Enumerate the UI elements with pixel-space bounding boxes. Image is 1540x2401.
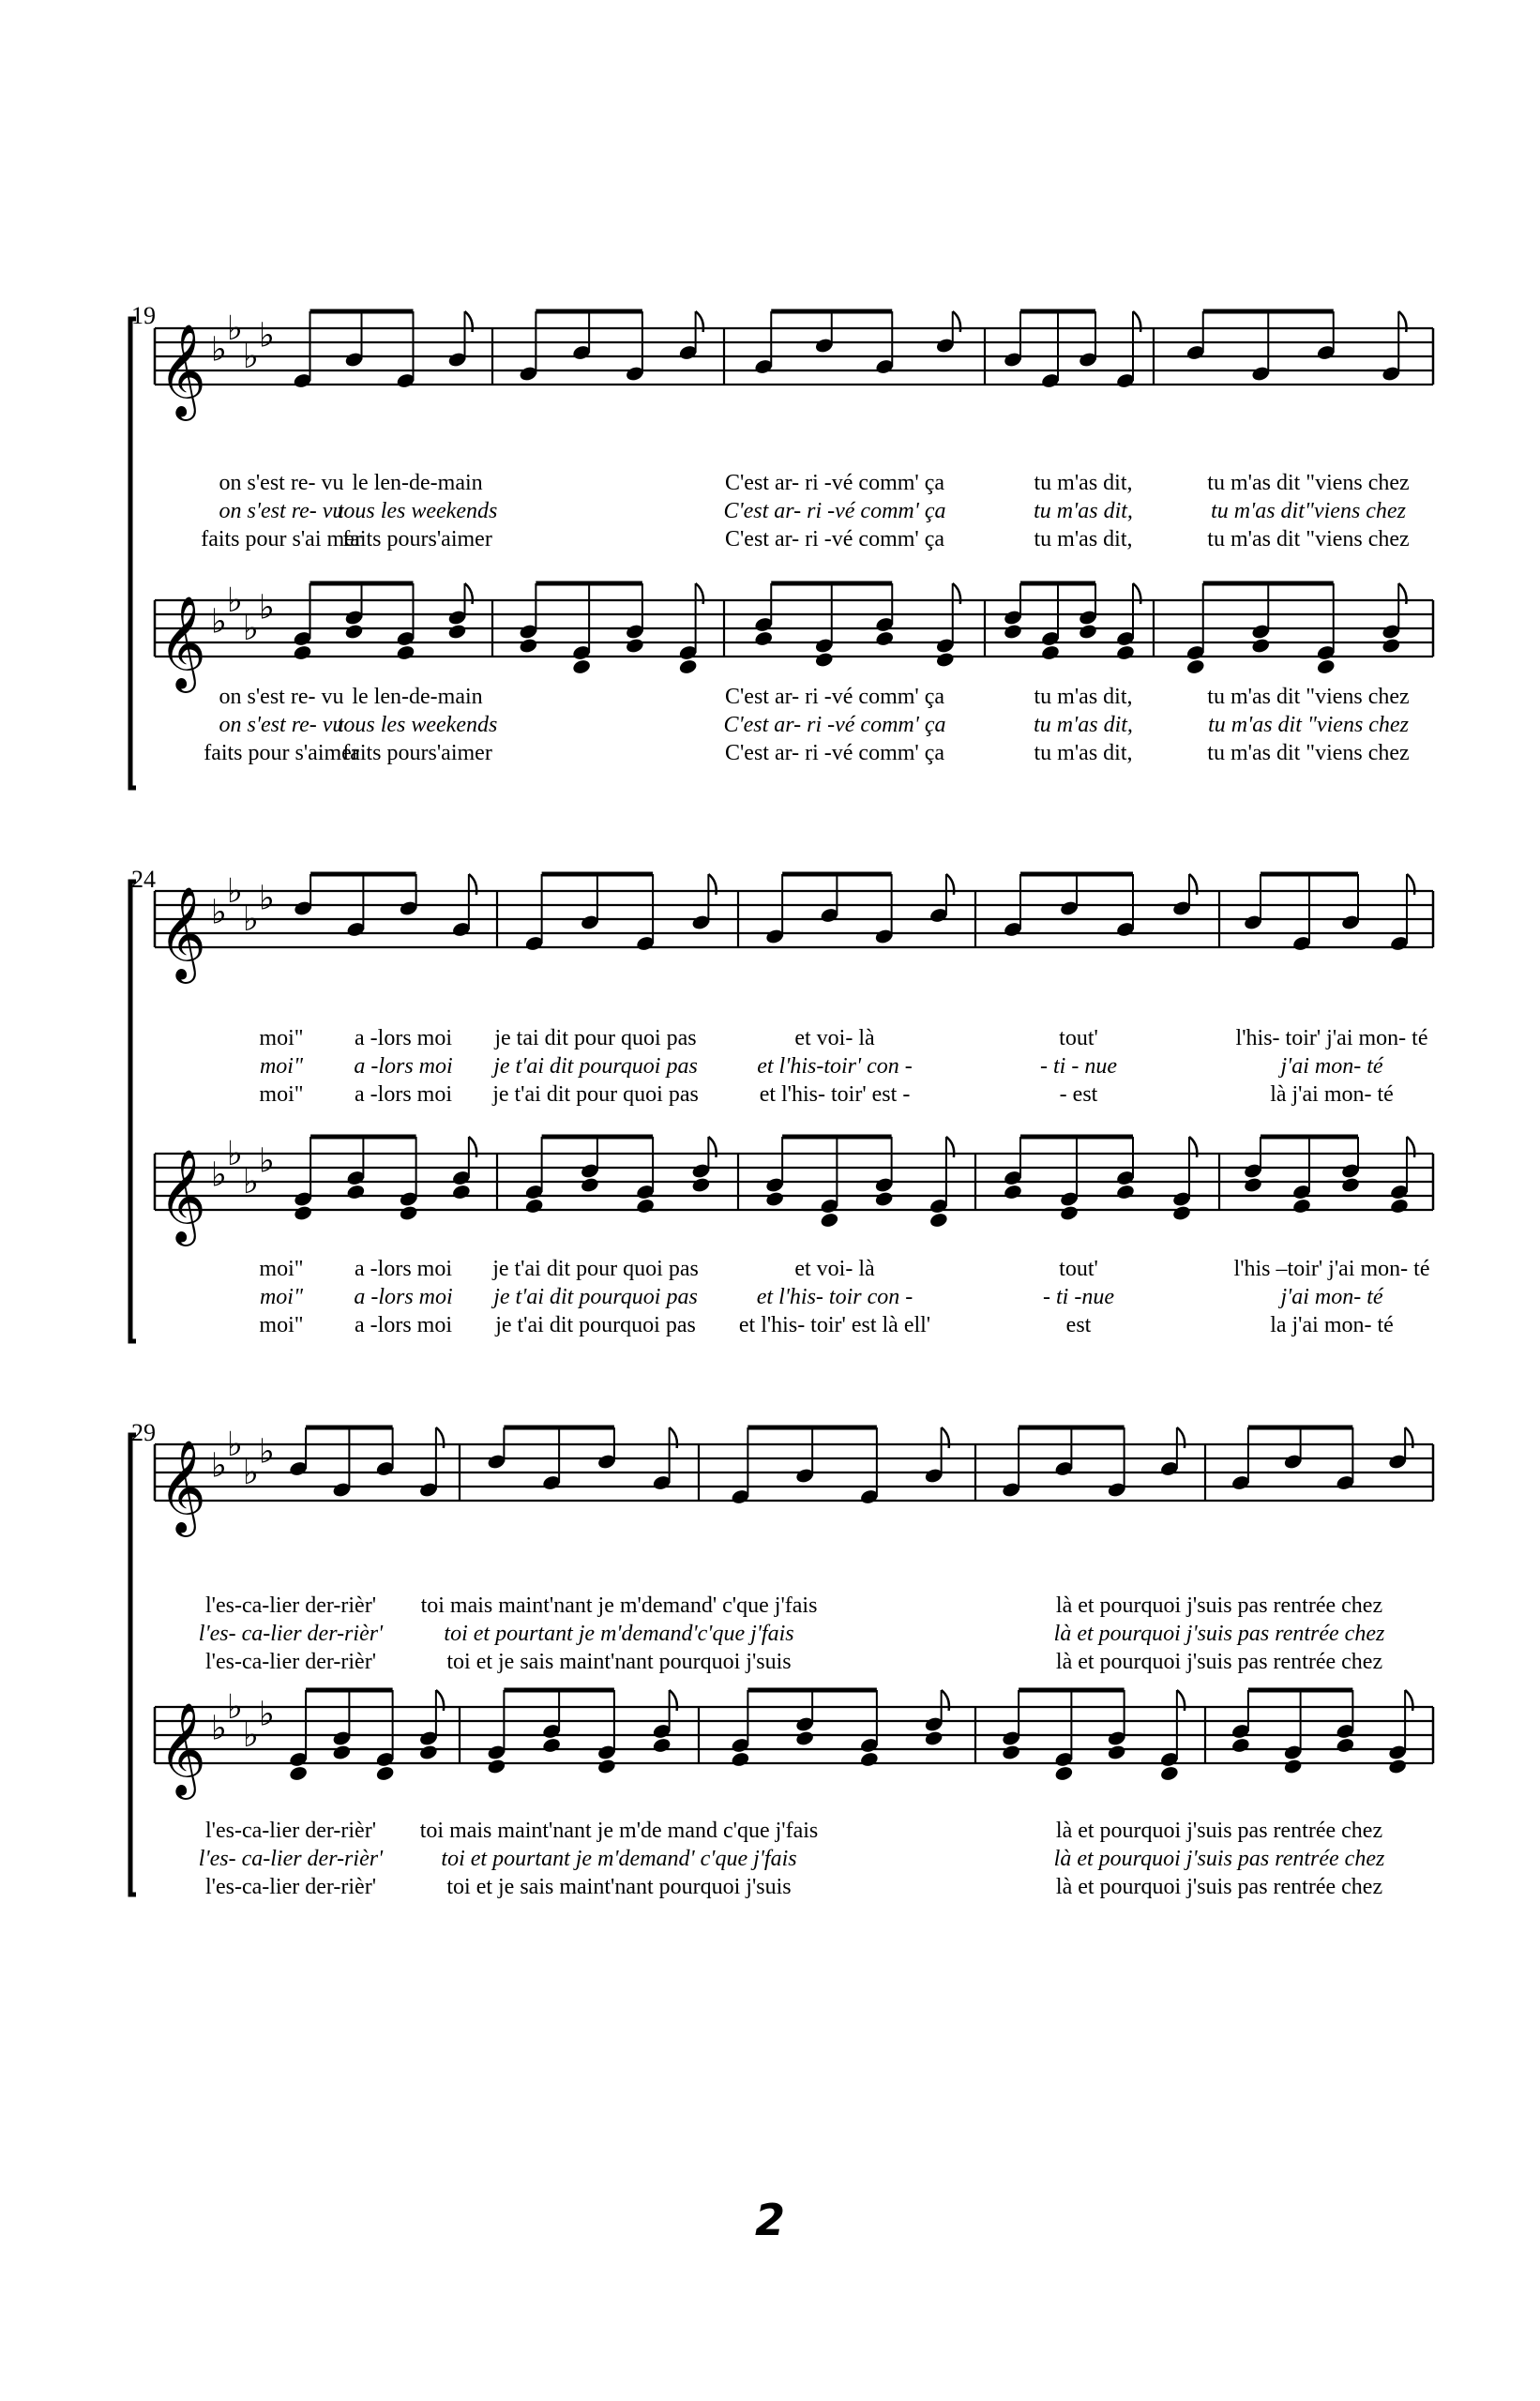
flat-icon: ♭ bbox=[259, 1141, 275, 1181]
note-head bbox=[1107, 1744, 1126, 1760]
lyric-fragment: toi et pourtant je m'demand'c'que j'fais bbox=[444, 1622, 794, 1646]
lyric-fragment: faits pours'aimer bbox=[342, 741, 492, 765]
lower-lyric-verse-1 bbox=[0, 1817, 1540, 1845]
lyric-fragment: et l'his- toir con - bbox=[756, 1285, 913, 1309]
lyric-fragment: tu m'as dit "viens chez bbox=[1207, 741, 1410, 765]
lyric-fragment: là et pourquoi j'suis pas rentrée chez bbox=[1055, 1819, 1383, 1843]
lyric-fragment: - ti -nue bbox=[1043, 1285, 1114, 1309]
flat-icon: ♭ bbox=[259, 588, 275, 627]
flat-icon: ♭ bbox=[259, 879, 275, 918]
lyric-fragment: je t'ai dit pourquoi pas bbox=[493, 1285, 698, 1309]
lyric-fragment: j'ai mon- té bbox=[1280, 1285, 1383, 1309]
lyric-fragment: l'es- ca-lier der-rièr' bbox=[198, 1847, 384, 1871]
lyric-fragment: moi" bbox=[259, 1285, 304, 1309]
note-head bbox=[418, 1744, 438, 1760]
lyric-fragment: l'es-ca-lier der-rièr' bbox=[204, 1650, 377, 1674]
lyric-fragment: tout' bbox=[1059, 1026, 1098, 1050]
lyric-fragment: tu m'as dit, bbox=[1034, 713, 1133, 737]
lyric-fragment: je t'ai dit pour quoi pas bbox=[492, 1082, 699, 1107]
note-head bbox=[332, 1744, 352, 1760]
lyric-fragment: là et pourquoi j'suis pas rentrée chez bbox=[1055, 1875, 1383, 1899]
lyric-fragment: moi" bbox=[259, 1313, 304, 1337]
flat-icon: ♭ bbox=[227, 1426, 243, 1464]
lyric-fragment: je t'ai dit pourquoi pas bbox=[493, 1054, 698, 1079]
flat-icon: ♭ bbox=[211, 893, 227, 932]
lyric-fragment: toi et pourtant je m'demand' c'que j'fais bbox=[441, 1847, 797, 1871]
note-head bbox=[541, 1737, 561, 1754]
lyric-fragment: faits pour s'ai mer bbox=[201, 527, 362, 551]
measure-number: 19 bbox=[131, 302, 156, 329]
lyric-fragment: tu m'as dit, bbox=[1034, 741, 1133, 765]
lyric-fragment: tu m'as dit "viens chez bbox=[1207, 471, 1410, 495]
note-head bbox=[794, 1729, 814, 1746]
note-head bbox=[1336, 1737, 1355, 1754]
lyric-fragment: l'es-ca-lier der-rièr' bbox=[204, 1593, 377, 1618]
note-head bbox=[596, 1758, 616, 1774]
flat-icon: ♭ bbox=[227, 581, 243, 620]
note-head bbox=[1283, 1758, 1303, 1774]
measure-number: 29 bbox=[131, 1419, 156, 1446]
note-head bbox=[652, 1737, 672, 1754]
flat-icon: ♭ bbox=[211, 1446, 227, 1486]
note-head bbox=[1387, 1758, 1407, 1774]
lyric-fragment: tu m'as dit, bbox=[1034, 499, 1133, 523]
treble-clef-icon: 𝄞 bbox=[159, 886, 206, 980]
lyric-fragment: et voi- là bbox=[794, 1257, 875, 1281]
lyric-fragment: C'est ar- ri -vé comm' ça bbox=[724, 685, 945, 709]
lyric-fragment: toi et je sais maint'nant pourquoi j'suis bbox=[446, 1875, 792, 1899]
lyric-fragment: le len-de-main bbox=[352, 471, 483, 495]
flat-icon: ♭ bbox=[259, 1432, 275, 1472]
lyric-fragment: on s'est re- vu bbox=[219, 499, 344, 523]
lyric-fragment: tu m'as dit "viens chez bbox=[1207, 527, 1410, 551]
lyric-fragment: je t'ai dit pourquoi pas bbox=[495, 1313, 696, 1337]
lyric-fragment: a -lors moi bbox=[355, 1026, 452, 1050]
treble-clef-icon: 𝄞 bbox=[159, 1440, 206, 1533]
page-number: 2 bbox=[754, 2195, 785, 2245]
lyric-fragment: toi et je sais maint'nant pourquoi j'suis bbox=[446, 1650, 792, 1674]
lyric-fragment: C'est ar- ri -vé comm' ça bbox=[723, 713, 946, 737]
lyric-fragment: C'est ar- ri -vé comm' ça bbox=[724, 527, 945, 551]
lyric-fragment: tu m'as dit, bbox=[1034, 527, 1133, 551]
lyric-fragment: l'his –toir' j'ai mon- té bbox=[1233, 1257, 1430, 1281]
lyric-fragment: tu m'as dit, bbox=[1034, 471, 1133, 495]
lyric-fragment: j'ai mon- té bbox=[1280, 1054, 1383, 1079]
lyric-fragment: tous les weekends bbox=[337, 499, 498, 523]
note-head bbox=[1230, 1737, 1250, 1754]
treble-clef-icon: 𝄞 bbox=[159, 1149, 206, 1243]
lyric-fragment: a -lors moi bbox=[355, 1082, 452, 1107]
note-head bbox=[924, 1729, 944, 1746]
lyric-fragment: - est bbox=[1059, 1082, 1098, 1107]
lower-lyric-verse-2 bbox=[0, 1845, 1540, 1873]
lyric-fragment: l'his- toir' j'ai mon- té bbox=[1235, 1026, 1428, 1050]
lyric-fragment: a -lors moi bbox=[355, 1257, 452, 1281]
lyric-fragment: là et pourquoi j'suis pas rentrée chez bbox=[1055, 1593, 1383, 1618]
lyric-fragment: a -lors moi bbox=[354, 1054, 453, 1079]
lyric-fragment: et l'his- toir' est là ell' bbox=[738, 1313, 931, 1337]
lyric-fragment: on s'est re- vu bbox=[219, 713, 344, 737]
lyric-fragment: moi" bbox=[259, 1026, 304, 1050]
flat-icon: ♭ bbox=[243, 900, 259, 939]
lyric-fragment: - ti - nue bbox=[1040, 1054, 1117, 1079]
flat-icon: ♭ bbox=[227, 872, 243, 911]
lyric-fragment: faits pour s'aimer bbox=[204, 741, 359, 765]
lyric-fragment: toi mais maint'nant je m'demand' c'que j'fais bbox=[420, 1593, 818, 1618]
upper-lyric-verse-3 bbox=[0, 1648, 1540, 1676]
lyric-fragment: on s'est re- vu bbox=[219, 471, 344, 495]
lyric-fragment: tu m'as dit "viens chez bbox=[1207, 685, 1410, 709]
lyric-fragment: tous les weekends bbox=[337, 713, 498, 737]
lyric-fragment: là et pourquoi j'suis pas rentrée chez bbox=[1053, 1847, 1385, 1871]
note-head bbox=[288, 1765, 308, 1782]
flat-icon: ♭ bbox=[243, 338, 259, 376]
note-head bbox=[731, 1751, 750, 1768]
flat-icon: ♭ bbox=[211, 1709, 227, 1748]
lyric-fragment: moi" bbox=[259, 1054, 304, 1079]
lyric-fragment: C'est ar- ri -vé comm' ça bbox=[724, 741, 945, 765]
lyric-fragment: faits pours'aimer bbox=[342, 527, 492, 551]
flat-icon: ♭ bbox=[227, 310, 243, 348]
lyric-fragment: on s'est re- vu bbox=[219, 685, 344, 709]
lyric-fragment: là et pourquoi j'suis pas rentrée chez bbox=[1055, 1650, 1383, 1674]
lyric-fragment: tu m'as dit"viens chez bbox=[1211, 499, 1406, 523]
lyric-fragment: moi" bbox=[259, 1257, 304, 1281]
lyric-fragment: l'es-ca-lier der-rièr' bbox=[204, 1819, 377, 1843]
lyric-fragment: l'es- ca-lier der-rièr' bbox=[198, 1622, 384, 1646]
note-head bbox=[859, 1751, 879, 1768]
lyric-fragment: là j'ai mon- té bbox=[1270, 1082, 1394, 1107]
lyric-fragment: toi mais maint'nant je m'de mand c'que j'fais bbox=[419, 1819, 819, 1843]
note-head bbox=[487, 1758, 506, 1774]
lyric-fragment: moi" bbox=[259, 1082, 304, 1107]
flat-icon: ♭ bbox=[259, 1695, 275, 1734]
lyric-fragment: a -lors moi bbox=[354, 1285, 453, 1309]
flat-icon: ♭ bbox=[227, 1688, 243, 1727]
lyric-fragment: tu m'as dit "viens chez bbox=[1208, 713, 1409, 737]
measure-number: 24 bbox=[131, 866, 156, 893]
lyric-fragment: l'es-ca-lier der-rièr' bbox=[204, 1875, 377, 1899]
flat-icon: ♭ bbox=[243, 1163, 259, 1201]
flat-icon: ♭ bbox=[227, 1135, 243, 1173]
lyric-fragment: C'est ar- ri -vé comm' ça bbox=[723, 499, 946, 523]
flat-icon: ♭ bbox=[243, 1454, 259, 1492]
flat-icon: ♭ bbox=[211, 1155, 227, 1195]
upper-lyric-verse-1 bbox=[0, 1592, 1540, 1620]
flat-icon: ♭ bbox=[211, 330, 227, 370]
lyric-fragment: et voi- là bbox=[794, 1026, 875, 1050]
lyric-fragment: C'est ar- ri -vé comm' ça bbox=[724, 471, 945, 495]
lower-lyric-verse-3 bbox=[0, 1873, 1540, 1901]
lyric-fragment: est bbox=[1065, 1313, 1092, 1337]
note-head bbox=[1001, 1744, 1020, 1760]
lyric-fragment: je t'ai dit pour quoi pas bbox=[492, 1257, 699, 1281]
upper-lyric-verse-2 bbox=[0, 1620, 1540, 1648]
note-head bbox=[1054, 1765, 1074, 1782]
lyric-fragment: et l'his- toir' est - bbox=[759, 1082, 911, 1107]
lyric-fragment: et l'his-toir' con - bbox=[757, 1054, 913, 1079]
lyric-fragment: tout' bbox=[1059, 1257, 1098, 1281]
treble-clef-icon: 𝄞 bbox=[159, 596, 206, 689]
lyric-fragment: la j'ai mon- té bbox=[1270, 1313, 1394, 1337]
lyric-fragment: tu m'as dit, bbox=[1034, 685, 1133, 709]
note-head bbox=[1159, 1765, 1179, 1782]
flat-icon: ♭ bbox=[259, 316, 275, 355]
lyric-fragment: a -lors moi bbox=[355, 1313, 452, 1337]
note-head bbox=[375, 1765, 395, 1782]
treble-clef-icon: 𝄞 bbox=[159, 324, 206, 417]
lyric-fragment: je tai dit pour quoi pas bbox=[494, 1026, 697, 1050]
lyric-fragment: le len-de-main bbox=[352, 685, 483, 709]
flat-icon: ♭ bbox=[211, 602, 227, 642]
flat-icon: ♭ bbox=[243, 1716, 259, 1755]
lyric-fragment: là et pourquoi j'suis pas rentrée chez bbox=[1053, 1622, 1385, 1646]
treble-clef-icon: 𝄞 bbox=[159, 1702, 206, 1796]
flat-icon: ♭ bbox=[243, 610, 259, 648]
